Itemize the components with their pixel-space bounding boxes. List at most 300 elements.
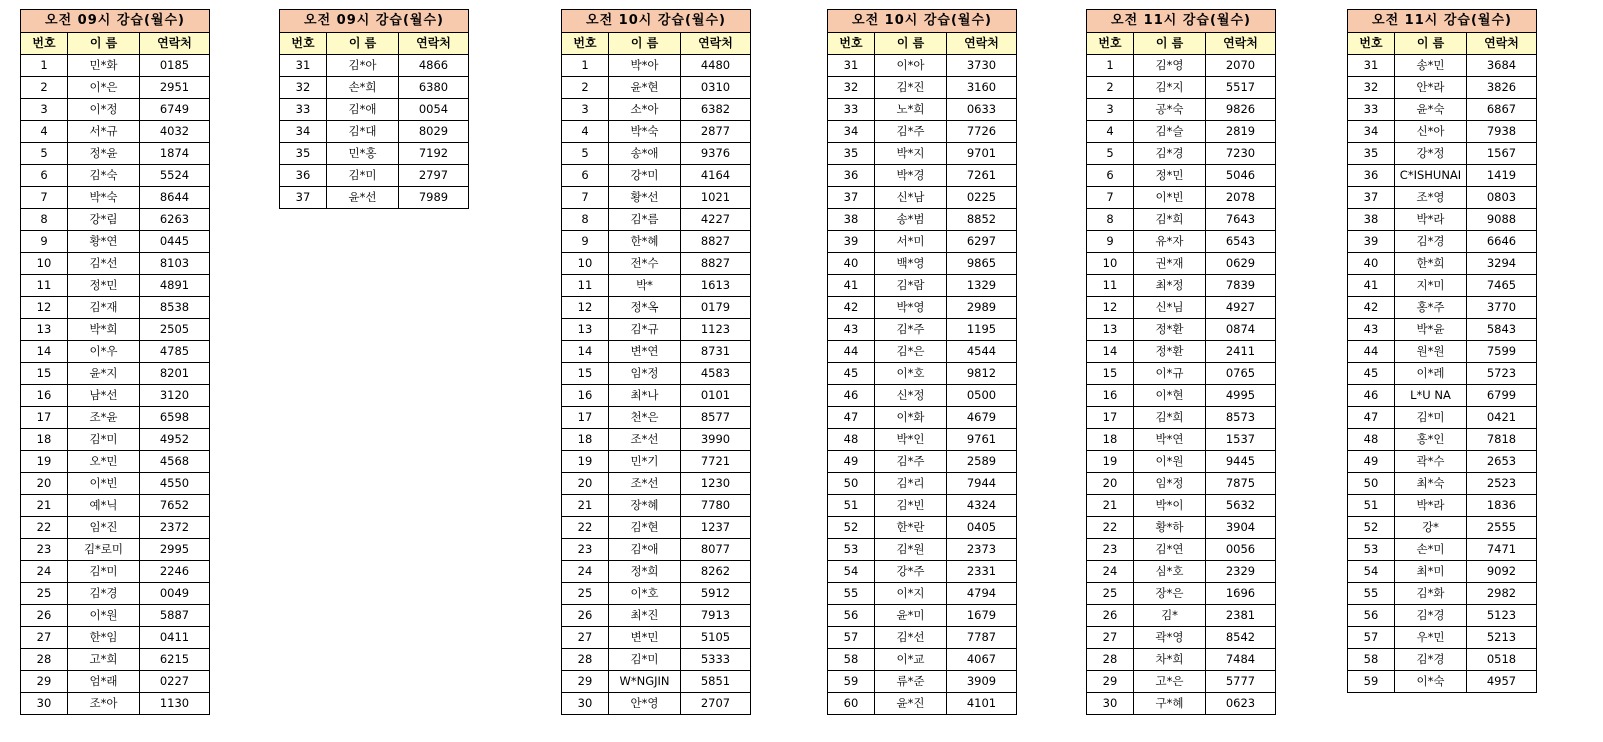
row-number: 11: [21, 275, 68, 297]
row-number: 33: [1348, 99, 1395, 121]
member-name: 이*우: [68, 341, 140, 363]
row-number: 32: [828, 77, 875, 99]
table-row: [1348, 275, 1537, 297]
member-name: 박*지: [875, 143, 947, 165]
table-row: [1087, 143, 1276, 165]
row-number: 59: [828, 671, 875, 693]
row-number: 13: [21, 319, 68, 341]
member-name: 변*연: [609, 341, 681, 363]
header-number: 번호: [1348, 33, 1395, 55]
table-row: [828, 121, 1017, 143]
member-name: 서*미: [875, 231, 947, 253]
member-name: 김*희: [1134, 407, 1206, 429]
phone-last4: 0227: [140, 671, 210, 693]
member-name: 김*빈: [875, 495, 947, 517]
phone-last4: 2555: [1467, 517, 1537, 539]
phone-last4: 1679: [947, 605, 1017, 627]
member-name: 정*윤: [68, 143, 140, 165]
table-body: [1087, 55, 1276, 715]
table-row: [1087, 495, 1276, 517]
phone-last4: 5046: [1206, 165, 1276, 187]
member-name: 손*희: [327, 77, 399, 99]
member-name: 안*영: [609, 693, 681, 715]
table-row: [562, 253, 751, 275]
row-number: 1: [1087, 55, 1134, 77]
row-number: 10: [1087, 253, 1134, 275]
member-name: 신*남: [875, 187, 947, 209]
table-row: [562, 319, 751, 341]
table-row: [280, 77, 469, 99]
phone-last4: 9088: [1467, 209, 1537, 231]
row-number: 23: [21, 539, 68, 561]
row-number: 17: [21, 407, 68, 429]
row-number: 20: [562, 473, 609, 495]
member-name: 김*미: [68, 429, 140, 451]
table-row: [21, 77, 210, 99]
table-row: [828, 253, 1017, 275]
member-name: 김*선: [68, 253, 140, 275]
table-row: [1348, 649, 1537, 671]
table-row: [1087, 517, 1276, 539]
row-number: 5: [1087, 143, 1134, 165]
row-number: 17: [1087, 407, 1134, 429]
member-name: 우*민: [1395, 627, 1467, 649]
member-name: 송*애: [609, 143, 681, 165]
row-number: 33: [280, 99, 327, 121]
phone-last4: 8731: [681, 341, 751, 363]
member-name: 김*현: [609, 517, 681, 539]
row-number: 26: [21, 605, 68, 627]
member-name: 정*환: [1134, 319, 1206, 341]
member-name: 이*원: [1134, 451, 1206, 473]
phone-last4: 6380: [399, 77, 469, 99]
row-number: 2: [562, 77, 609, 99]
table-row: [1348, 385, 1537, 407]
table-row: [1087, 649, 1276, 671]
row-number: 50: [828, 473, 875, 495]
table-row: [1348, 297, 1537, 319]
member-name: 박*숙: [609, 121, 681, 143]
member-name: 김*로미: [68, 539, 140, 561]
phone-last4: 2951: [140, 77, 210, 99]
table-row: [21, 143, 210, 165]
row-number: 39: [1348, 231, 1395, 253]
member-name: 박*윤: [1395, 319, 1467, 341]
table-row: [562, 517, 751, 539]
row-number: 33: [828, 99, 875, 121]
member-name: 한*란: [875, 517, 947, 539]
table-row: [21, 451, 210, 473]
table-row: [1348, 517, 1537, 539]
row-number: 7: [21, 187, 68, 209]
phone-last4: 8542: [1206, 627, 1276, 649]
table-row: [21, 297, 210, 319]
phone-last4: 1613: [681, 275, 751, 297]
phone-last4: 2589: [947, 451, 1017, 473]
row-number: 51: [1348, 495, 1395, 517]
member-name: 김*지: [1134, 77, 1206, 99]
phone-last4: 8029: [399, 121, 469, 143]
phone-last4: 0518: [1467, 649, 1537, 671]
member-name: 심*호: [1134, 561, 1206, 583]
row-number: 10: [21, 253, 68, 275]
row-number: 27: [1087, 627, 1134, 649]
member-name: 이*원: [68, 605, 140, 627]
table-row: [1087, 671, 1276, 693]
member-name: 이*현: [1134, 385, 1206, 407]
row-number: 2: [1087, 77, 1134, 99]
row-number: 53: [1348, 539, 1395, 561]
member-name: 김*화: [1395, 583, 1467, 605]
phone-last4: 2372: [140, 517, 210, 539]
table-row: [828, 407, 1017, 429]
phone-last4: 5851: [681, 671, 751, 693]
member-name: 변*민: [609, 627, 681, 649]
phone-last4: 9826: [1206, 99, 1276, 121]
member-name: 고*은: [1134, 671, 1206, 693]
phone-last4: 2331: [947, 561, 1017, 583]
roster-table-2: [279, 9, 469, 209]
row-number: 15: [1087, 363, 1134, 385]
row-number: 50: [1348, 473, 1395, 495]
table-row: [562, 407, 751, 429]
member-name: 예*닉: [68, 495, 140, 517]
table-row: [562, 231, 751, 253]
row-number: 6: [562, 165, 609, 187]
phone-last4: 2373: [947, 539, 1017, 561]
row-number: 22: [562, 517, 609, 539]
table-row: [280, 143, 469, 165]
table-row: [1087, 275, 1276, 297]
phone-last4: 6799: [1467, 385, 1537, 407]
row-number: 24: [562, 561, 609, 583]
table-row: [1087, 605, 1276, 627]
phone-last4: 4101: [947, 693, 1017, 715]
table-row: [1348, 341, 1537, 363]
phone-last4: 1537: [1206, 429, 1276, 451]
row-number: 37: [280, 187, 327, 209]
table-row: [828, 165, 1017, 187]
row-number: 8: [21, 209, 68, 231]
table-row: [1087, 319, 1276, 341]
table-row: [21, 253, 210, 275]
member-name: 차*희: [1134, 649, 1206, 671]
member-name: 정*옥: [609, 297, 681, 319]
phone-last4: 8201: [140, 363, 210, 385]
row-number: 1: [562, 55, 609, 77]
member-name: 박*희: [68, 319, 140, 341]
row-number: 60: [828, 693, 875, 715]
phone-last4: 5887: [140, 605, 210, 627]
phone-last4: 1836: [1467, 495, 1537, 517]
phone-last4: 8077: [681, 539, 751, 561]
phone-last4: 3904: [1206, 517, 1276, 539]
member-name: 최*숙: [1395, 473, 1467, 495]
row-number: 15: [562, 363, 609, 385]
phone-last4: 3770: [1467, 297, 1537, 319]
member-name: 임*진: [68, 517, 140, 539]
table-row: [828, 429, 1017, 451]
table-row: [1087, 473, 1276, 495]
phone-last4: 1195: [947, 319, 1017, 341]
phone-last4: 3684: [1467, 55, 1537, 77]
table-row: [1087, 539, 1276, 561]
phone-last4: 0765: [1206, 363, 1276, 385]
roster-table-5: [1086, 9, 1276, 715]
row-number: 29: [21, 671, 68, 693]
table-row: [562, 627, 751, 649]
table-row: [1348, 495, 1537, 517]
member-name: 김*원: [875, 539, 947, 561]
member-name: 강*: [1395, 517, 1467, 539]
row-number: 22: [1087, 517, 1134, 539]
member-name: 김*은: [875, 341, 947, 363]
member-name: 소*아: [609, 99, 681, 121]
row-number: 21: [1087, 495, 1134, 517]
member-name: 구*혜: [1134, 693, 1206, 715]
member-name: 이*빈: [1134, 187, 1206, 209]
member-name: 박*이: [1134, 495, 1206, 517]
member-name: 원*원: [1395, 341, 1467, 363]
member-name: 황*연: [68, 231, 140, 253]
table-row: [562, 209, 751, 231]
phone-last4: 8577: [681, 407, 751, 429]
member-name: 지*미: [1395, 275, 1467, 297]
row-number: 27: [21, 627, 68, 649]
row-number: 32: [1348, 77, 1395, 99]
row-number: 6: [1087, 165, 1134, 187]
row-number: 18: [21, 429, 68, 451]
header-phone: 연락처: [947, 33, 1017, 55]
table-row: [1348, 165, 1537, 187]
member-name: 이*숙: [1395, 671, 1467, 693]
phone-last4: 6543: [1206, 231, 1276, 253]
phone-last4: 4550: [140, 473, 210, 495]
member-name: 유*자: [1134, 231, 1206, 253]
table-row: [21, 649, 210, 671]
member-name: 박*인: [875, 429, 947, 451]
member-name: 남*선: [68, 385, 140, 407]
row-number: 14: [1087, 341, 1134, 363]
row-number: 59: [1348, 671, 1395, 693]
phone-last4: 0405: [947, 517, 1017, 539]
phone-last4: 9092: [1467, 561, 1537, 583]
phone-last4: 1329: [947, 275, 1017, 297]
member-name: 이*호: [609, 583, 681, 605]
table-row: [21, 671, 210, 693]
member-name: 황*선: [609, 187, 681, 209]
member-name: 조*영: [1395, 187, 1467, 209]
phone-last4: 4544: [947, 341, 1017, 363]
table-row: [21, 583, 210, 605]
phone-last4: 0179: [681, 297, 751, 319]
member-name: 김*선: [875, 627, 947, 649]
row-number: 53: [828, 539, 875, 561]
phone-last4: 7726: [947, 121, 1017, 143]
row-number: 25: [21, 583, 68, 605]
member-name: 공*숙: [1134, 99, 1206, 121]
row-number: 13: [562, 319, 609, 341]
roster-table-6: [1347, 9, 1537, 693]
phone-last4: 2078: [1206, 187, 1276, 209]
phone-last4: 2329: [1206, 561, 1276, 583]
phone-last4: 4927: [1206, 297, 1276, 319]
row-number: 37: [828, 187, 875, 209]
member-name: 김*대: [327, 121, 399, 143]
phone-last4: 2707: [681, 693, 751, 715]
phone-last4: 9761: [947, 429, 1017, 451]
phone-last4: 1237: [681, 517, 751, 539]
phone-last4: 1123: [681, 319, 751, 341]
phone-last4: 2523: [1467, 473, 1537, 495]
row-number: 16: [21, 385, 68, 407]
phone-last4: 5843: [1467, 319, 1537, 341]
row-number: 20: [21, 473, 68, 495]
row-number: 31: [280, 55, 327, 77]
row-number: 58: [828, 649, 875, 671]
phone-last4: 4067: [947, 649, 1017, 671]
table-row: [562, 649, 751, 671]
table-row: [828, 649, 1017, 671]
row-number: 30: [1087, 693, 1134, 715]
row-number: 9: [1087, 231, 1134, 253]
member-name: 민*화: [68, 55, 140, 77]
member-name: 김*재: [68, 297, 140, 319]
member-name: 이*화: [875, 407, 947, 429]
table-row: [828, 341, 1017, 363]
member-name: 최*나: [609, 385, 681, 407]
member-name: 최*정: [1134, 275, 1206, 297]
phone-last4: 7471: [1467, 539, 1537, 561]
phone-last4: 5105: [681, 627, 751, 649]
table-row: [1087, 121, 1276, 143]
table-row: [562, 55, 751, 77]
member-name: 오*민: [68, 451, 140, 473]
member-name: 홍*주: [1395, 297, 1467, 319]
table-title: 오전 09시 강습(월수): [20, 9, 210, 32]
member-name: W*NGJIN: [609, 671, 681, 693]
row-number: 57: [828, 627, 875, 649]
phone-last4: 4794: [947, 583, 1017, 605]
table-row: [828, 495, 1017, 517]
table-row: [21, 319, 210, 341]
member-name: 박*라: [1395, 495, 1467, 517]
phone-last4: 6263: [140, 209, 210, 231]
table-row: [1087, 341, 1276, 363]
phone-last4: 2505: [140, 319, 210, 341]
row-number: 3: [562, 99, 609, 121]
table-row: [1348, 55, 1537, 77]
phone-last4: 3160: [947, 77, 1017, 99]
row-number: 38: [828, 209, 875, 231]
row-number: 26: [1087, 605, 1134, 627]
table-row: [828, 209, 1017, 231]
table-row: [1348, 209, 1537, 231]
row-number: 54: [828, 561, 875, 583]
member-name: 박*: [609, 275, 681, 297]
header-name: 이 름: [68, 33, 140, 55]
phone-last4: 7944: [947, 473, 1017, 495]
member-name: 임*정: [1134, 473, 1206, 495]
phone-last4: 7230: [1206, 143, 1276, 165]
member-name: 송*민: [1395, 55, 1467, 77]
row-number: 5: [562, 143, 609, 165]
row-number: 21: [562, 495, 609, 517]
phone-last4: 4324: [947, 495, 1017, 517]
phone-last4: 4164: [681, 165, 751, 187]
row-number: 12: [562, 297, 609, 319]
row-number: 2: [21, 77, 68, 99]
member-name: 이*교: [875, 649, 947, 671]
row-number: 19: [562, 451, 609, 473]
row-number: 56: [828, 605, 875, 627]
phone-last4: 4952: [140, 429, 210, 451]
member-name: 이*지: [875, 583, 947, 605]
table-row: [1348, 539, 1537, 561]
table-row: [21, 209, 210, 231]
phone-last4: 4583: [681, 363, 751, 385]
table-row: [562, 693, 751, 715]
row-number: 28: [1087, 649, 1134, 671]
phone-last4: 9376: [681, 143, 751, 165]
phone-last4: 7787: [947, 627, 1017, 649]
phone-last4: 9445: [1206, 451, 1276, 473]
member-name: 권*재: [1134, 253, 1206, 275]
phone-last4: 4866: [399, 55, 469, 77]
table-row: [562, 99, 751, 121]
phone-last4: 7192: [399, 143, 469, 165]
table-row: [1348, 231, 1537, 253]
row-number: 45: [828, 363, 875, 385]
member-name: 강*주: [875, 561, 947, 583]
table-row: [562, 495, 751, 517]
table-row: [828, 99, 1017, 121]
table-row: [828, 473, 1017, 495]
phone-last4: 4995: [1206, 385, 1276, 407]
row-number: 36: [280, 165, 327, 187]
member-name: 박*라: [1395, 209, 1467, 231]
roster-table-3: [561, 9, 751, 715]
table-row: [1087, 385, 1276, 407]
phone-last4: 6382: [681, 99, 751, 121]
table-row: [1348, 319, 1537, 341]
row-number: 16: [562, 385, 609, 407]
table-row: [1087, 77, 1276, 99]
member-name: 홍*인: [1395, 429, 1467, 451]
row-number: 5: [21, 143, 68, 165]
row-number: 4: [562, 121, 609, 143]
row-number: 20: [1087, 473, 1134, 495]
table-row: [1348, 77, 1537, 99]
table-row: [1087, 451, 1276, 473]
table-row: [828, 451, 1017, 473]
table-row: [280, 99, 469, 121]
table-row: [21, 473, 210, 495]
row-number: 35: [1348, 143, 1395, 165]
row-number: 30: [562, 693, 609, 715]
table-row: [1348, 99, 1537, 121]
row-number: 19: [21, 451, 68, 473]
header-number: 번호: [1087, 33, 1134, 55]
row-number: 34: [828, 121, 875, 143]
row-number: 44: [1348, 341, 1395, 363]
phone-last4: 8262: [681, 561, 751, 583]
row-number: 47: [828, 407, 875, 429]
table-row: [562, 561, 751, 583]
phone-last4: 2070: [1206, 55, 1276, 77]
member-name: 김*주: [875, 451, 947, 473]
row-number: 44: [828, 341, 875, 363]
